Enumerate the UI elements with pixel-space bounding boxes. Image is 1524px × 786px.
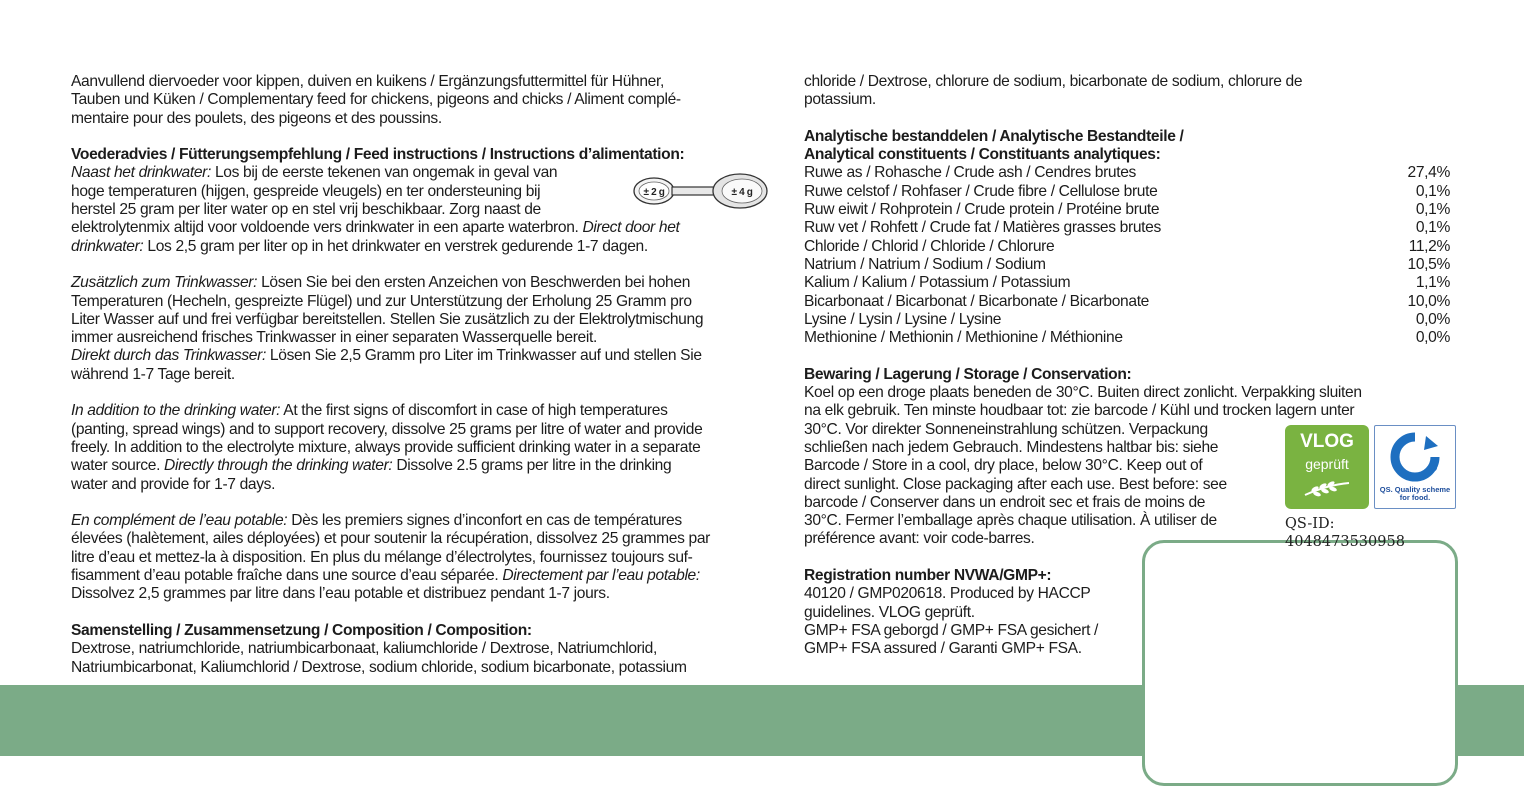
qs-arrow-icon [1390, 432, 1440, 482]
de-text: während 1-7 Tage bereit. [71, 365, 235, 383]
storage-text [804, 384, 1440, 421]
de-direct-lead: Direkt durch das Trinkwasser: [71, 347, 266, 365]
fr-direct-lead: Directement par l’eau potable: [502, 567, 700, 585]
en-lead: In addition to the drinking water: [71, 402, 281, 420]
analytic-value: 0,0% [1415, 310, 1450, 328]
nl-text: herstel 25 gram per liter water op en stel vrij beschikbaar. Zorg naast de [71, 201, 541, 219]
feed-en-paragraph [71, 402, 791, 493]
analytic-name: Methionine / Methionin / Methionine / Méthionine [804, 329, 1123, 347]
fr-text: Dès les premiers signes d’inconfort en cas de températures [287, 512, 682, 530]
analytic-row [804, 311, 1450, 329]
qs-caption: QS. Quality scheme for food. [1379, 485, 1451, 502]
dosing-scoop-icon [632, 172, 768, 210]
intro-text [71, 73, 791, 128]
fr-text: fisamment d’eau potable fraîche dans une source d’eau séparée. [71, 567, 503, 585]
analytic-table [804, 164, 1454, 347]
storage-line: 30°C. Vor direkter Sonneneinstrahlung schützen. Verpackung [804, 420, 1208, 438]
analytic-name: Natrium / Natrium / Sodium / Sodium [804, 255, 1046, 273]
analytic-value: 0,1% [1415, 201, 1450, 219]
storage-line: na elk gebruik. Ten minste houdbaar tot: zie barcode / Kühl und trocken lagern unter [804, 402, 1355, 420]
analytic-value: 10,0% [1407, 292, 1450, 310]
analytic-value: 27,4% [1407, 164, 1450, 182]
analytic-row [804, 293, 1450, 311]
registration-line: GMP+ FSA assured / Garanti GMP+ FSA. [804, 640, 1082, 658]
analytic-name: Bicarbonaat / Bicarbonat / Bicarbonate / Bicarbonate [804, 292, 1150, 310]
analytic-name: Chloride / Chlorid / Chloride / Chlorure [804, 237, 1055, 255]
storage-line: préférence avant: voir code-barres. [804, 530, 1035, 548]
analytic-heading: Analytische bestanddelen / Analytische Bestandteile / [804, 127, 1184, 145]
composition-line: chloride / Dextrose, chlorure de sodium, bicarbonate de sodium, chlorure de [804, 73, 1303, 90]
analytic-row [804, 183, 1450, 201]
storage-line: direct sunlight. Close packaging after each use. Best before: see [804, 475, 1227, 493]
fr-lead: En complément de l’eau potable: [71, 512, 288, 530]
nl-text: Los bij de eerste tekenen van ongemak in geval van [211, 164, 558, 182]
en-direct-lead: Directly through the drinking water: [164, 457, 393, 475]
registration-heading: Registration number NVWA/GMP+: [804, 567, 1052, 585]
analytic-value: 11,2% [1408, 237, 1450, 255]
vlog-title: VLOG [1300, 431, 1354, 452]
analytic-value: 1,1% [1415, 274, 1450, 292]
composition-heading: Samenstelling / Zusammensetzung / Composition / Composition: [71, 621, 532, 639]
composition-line: Dextrose, natriumchloride, natriumbicarbonaat, kaliumchloride / Dextrose, Natriumchlorid, [71, 640, 657, 658]
analytic-row [804, 164, 1450, 182]
qs-id: QS-ID: 4048473530958 [1285, 516, 1405, 551]
analytic-row [804, 219, 1450, 237]
de-text: Lösen Sie bei den ersten Anzeichen von Beschwerden bei hohen [257, 274, 691, 292]
analytic-name: Ruwe as / Rohasche / Crude ash / Cendres brutes [804, 164, 1136, 182]
composition-line: potassium. [804, 91, 876, 109]
analytic-name: Kalium / Kalium / Potassium / Potassium [804, 274, 1071, 292]
registration-line: guidelines. VLOG geprüft. [804, 603, 975, 621]
de-text: Lösen Sie 2,5 Gramm pro Liter im Trinkwasser auf und stellen Sie [265, 347, 702, 365]
nl-text: elektrolytenmix altijd voor voldoende vers drinkwater in een aparte waterbron. [71, 219, 583, 237]
storage-line: 30°C. Fermer l’emballage après chaque utilisation. À utiliser de [804, 512, 1217, 530]
en-text: water source. [71, 457, 165, 475]
nl-text: Los 2,5 gram per liter op in het drinkwater en verstrek gedurende 1-7 dagen. [143, 237, 648, 255]
intro-line: Aanvullend diervoeder voor kippen, duiven en kuikens / Ergänzungsfuttermittel für Hühner, [71, 73, 664, 90]
certification-logos [1285, 425, 1455, 551]
en-text: At the first signs of discomfort in case of high temperatures [280, 402, 668, 420]
storage-heading: Bewaring / Lagerung / Storage / Conservation: [804, 365, 1132, 383]
storage-line: schließen nach jedem Gebrauch. Mindestens haltbar bis: siehe [804, 438, 1219, 456]
analytic-value: 0,0% [1415, 329, 1450, 347]
de-text: immer ausreichend frisches Trinkwasser in einer separaten Wasserquelle bereit. [71, 329, 597, 347]
large-scoop-label: ± 4 g [731, 187, 753, 198]
registration-line: 40120 / GMP020618. Produced by HACCP [804, 585, 1091, 603]
analytic-value: 0,1% [1415, 182, 1450, 200]
storage-text-narrow [804, 421, 1284, 549]
feed-de-paragraph [71, 274, 791, 384]
storage-line: Koel op een droge plaats beneden de 30°C. Buiten direct zonlicht. Verpakking sluiten [804, 384, 1362, 402]
feed-instructions-heading: Voederadvies / Fütterungsempfehlung / Feed instructions / Instructions d’alimentation: [71, 146, 685, 164]
qs-logo [1374, 425, 1456, 509]
analytic-row [804, 256, 1450, 274]
de-text: Liter Wasser auf und frei verfügbar bereitstellen. Stellen Sie zusätzlich zu der Elektrolytmischung [71, 310, 704, 328]
analytic-value: 0,1% [1415, 219, 1450, 237]
nl-direct-lead: drinkwater: [71, 237, 144, 255]
analytic-name: Ruw eiwit / Rohprotein / Crude protein / Protéine brute [804, 201, 1160, 219]
storage-line: barcode / Conserver dans un endroit sec et frais de moins de [804, 493, 1206, 511]
analytic-row [804, 329, 1450, 347]
left-column [71, 73, 791, 677]
wheat-icon [1303, 477, 1351, 499]
right-column [804, 73, 1454, 659]
feed-fr-paragraph [71, 512, 791, 603]
analytic-row [804, 274, 1450, 292]
intro-line: Tauben und Küken / Complementary feed for chickens, pigeons and chicks / Aliment complé- [71, 91, 681, 109]
en-text: water and provide for 1-7 days. [71, 475, 276, 493]
nl-text: hoge temperaturen (hijgen, gespreide vleugels) en ter ondersteuning bij [71, 182, 541, 200]
vlog-subtitle: geprüft [1305, 456, 1349, 472]
en-text: Dissolve 2.5 grams per litre in the drinking [392, 457, 672, 475]
analytic-heading: Analytical constituents / Constituants analytiques: [804, 146, 1161, 164]
fr-text: élevées (halètement, ailes déployées) et pour soutenir la récupération, dissolvez 25 grammes par [71, 530, 711, 548]
intro-line: mentaire pour des poulets, des pigeons et des poussins. [71, 109, 442, 127]
nl-direct-lead: Direct door het [582, 219, 680, 237]
en-text: freely. In addition to the electrolyte mixture, always provide sufficient drinking water in a separate [71, 438, 701, 456]
analytic-row [804, 201, 1450, 219]
fr-text: litre d’eau et mettez-la à disposition. En plus du mélange d’électrolytes, fournissez toujours suf- [71, 548, 693, 566]
en-text: (panting, spread wings) and to support recovery, dissolve 25 grams per litre of water and provide [71, 420, 703, 438]
de-text: Temperaturen (Hecheln, gespreizte Flügel) und zur Unterstützung der Erholung 25 Gramm pro [71, 292, 692, 310]
storage-line: Barcode / Store in a cool, dry place, below 30°C. Keep out of [804, 457, 1203, 475]
composition-line: Natriumbicarbonat, Kaliumchlorid / Dextrose, sodium chloride, sodium bicarbonate, potassium [71, 658, 687, 676]
analytic-name: Ruw vet / Rohfett / Crude fat / Matières grasses brutes [804, 219, 1161, 237]
fr-text: Dissolvez 2,5 grammes par litre dans l’eau potable et distribuez pendant 1-7 jours. [71, 585, 610, 603]
analytic-name: Lysine / Lysin / Lysine / Lysine [804, 310, 1002, 328]
registration-line: GMP+ FSA geborgd / GMP+ FSA gesichert / [804, 621, 1099, 639]
small-scoop-label: ± 2 g [643, 187, 665, 198]
de-lead: Zusätzlich zum Trinkwasser: [71, 274, 258, 292]
analytic-row [804, 238, 1450, 256]
vlog-logo [1285, 425, 1369, 509]
analytic-value: 10,5% [1407, 255, 1450, 273]
nl-lead: Naast het drinkwater: [71, 164, 211, 182]
analytic-name: Ruwe celstof / Rohfaser / Crude fibre / Cellulose brute [804, 182, 1158, 200]
